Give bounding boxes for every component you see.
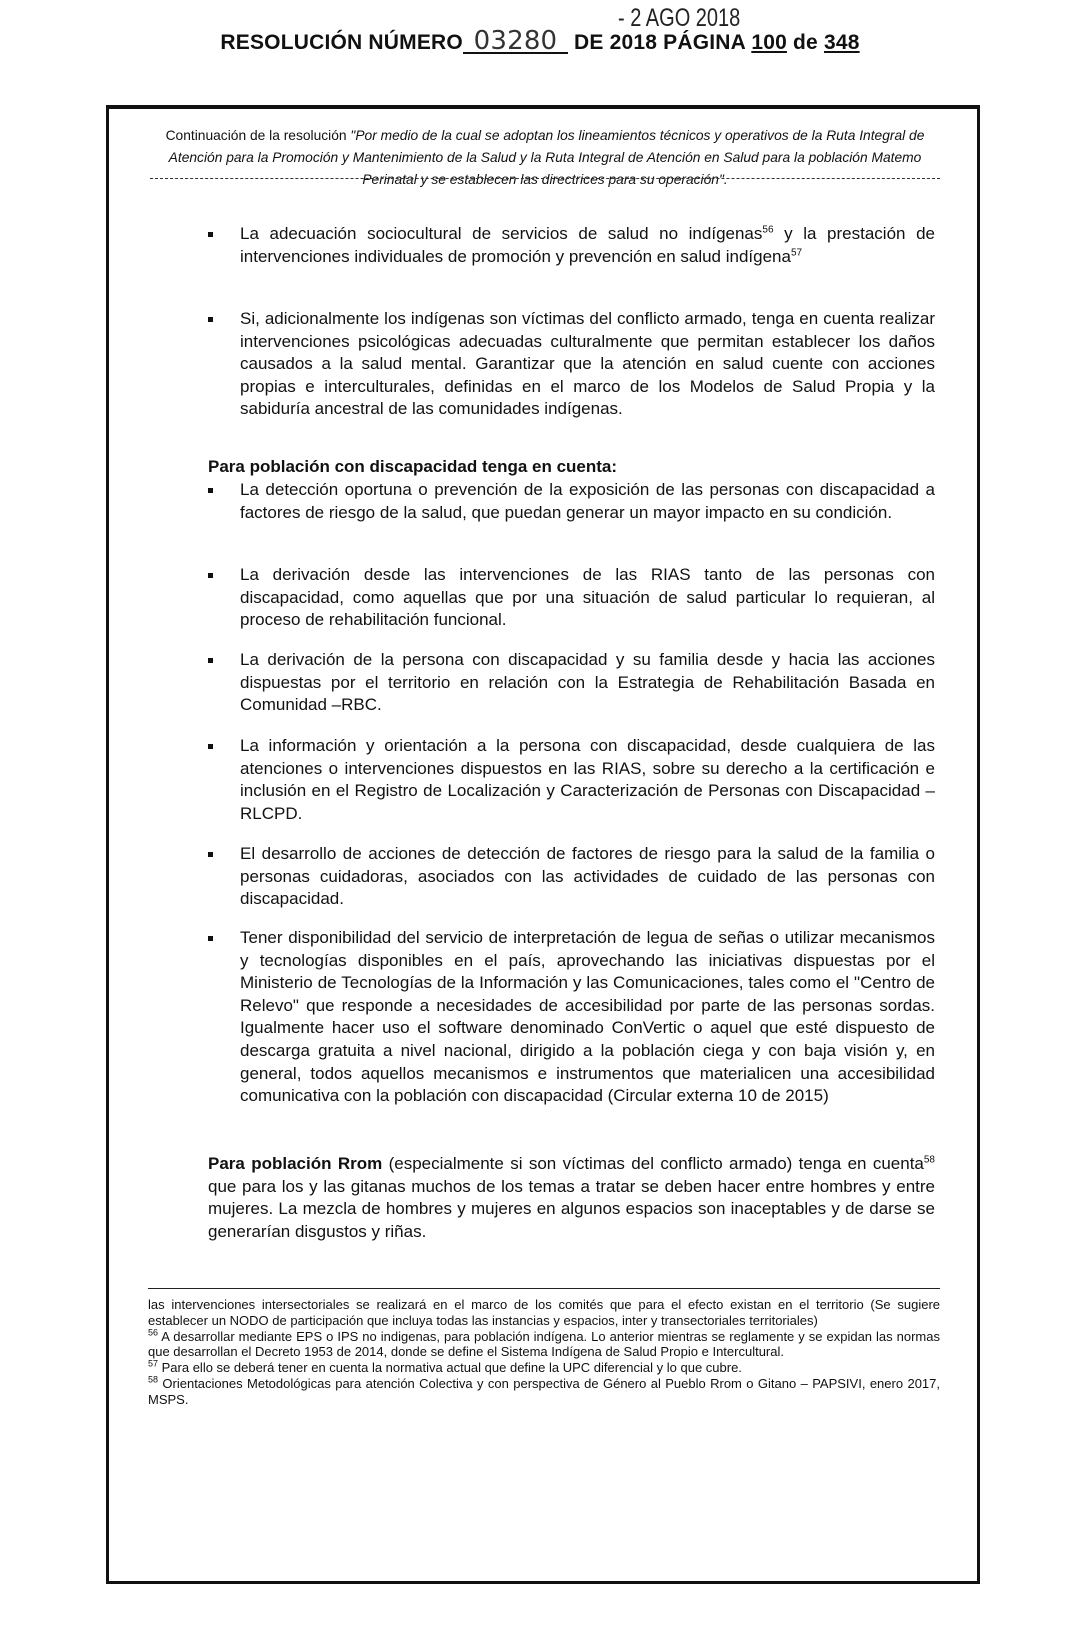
- item-text: La derivación desde las intervenciones de las RIAS tanto de las personas con discapacidad, como aquellas que por una situación de salud particular lo requieran, al proceso de rehabilitación funcional.: [240, 565, 935, 630]
- item-text: Tener disponibilidad del servicio de interpretación de legua de señas o utilizar mecanismos y tecnologías disponibles en el país, aprovechando las iniciativas dispuestas por el Ministerio de Tecnologías de la Información y las Comunicaciones, tales como el "Centro de Relevo" que responde a necesidades de accesibilidad por parte de las personas sordas. Igualmente hacer uso el software denominado ConVertic o aquel que esté dispuesto de descarga gratuita a nivel nacional, dirigido a la población ciega y con baja visión y, en general, todos aquellos mecanismos e instrumentos que materialicen una accesibilidad comunicativa con la población con discapacidad (Circular externa 10 de 2015): [240, 928, 935, 1106]
- footnote-number: 58: [148, 1374, 159, 1385]
- list-item: [208, 479, 935, 524]
- date-stamp: - 2 AGO 2018: [618, 4, 741, 32]
- section-heading: Para población con discapacidad tenga en cuenta:: [208, 457, 618, 476]
- resolution-subtitle: [150, 125, 940, 191]
- page-header: [0, 26, 1080, 56]
- footnote: [148, 1376, 940, 1408]
- item-text: La detección oportuna o prevención de la exposición de las personas con discapacidad a factores de riesgo de la salud, que puedan generar un mayor impacto en su condición.: [240, 480, 935, 522]
- resolution-number: 03280: [463, 30, 568, 54]
- subtitle-italic: "Por medio de la cual se adoptan los lineamientos técnicos y operativos de la Ruta Integral de Atención para la Promoción y Mantenimiento de la Salud y la Ruta Integral de Atención en Salud para la población Matemo Perinatal y se establecen las directrices para su operación".: [168, 128, 925, 187]
- footnote: [148, 1329, 940, 1361]
- list-item: [208, 308, 935, 421]
- item-text: Si, adicionalmente los indígenas son víctimas del conflicto armado, tenga en cuenta realizar intervenciones psicológicas adecuadas culturalmente que permitan establecer los daños causados a la salud mental. Garantizar que la atención en salud cuente con acciones propias e interculturales, definidas en el marco de los Modelos de Salud Propia y la sabiduría ancestral de las comunidades indígenas.: [240, 309, 935, 419]
- bullet-icon: [208, 852, 213, 857]
- rrom-paragraph: [208, 1153, 935, 1243]
- footnote-text: las intervenciones intersectoriales se realizará en el marco de los comités que para el efecto existan en el territorio (Se sugiere establecer un NODO de participación que incluya todas las instancias y espacios, inter y transectoriales territoriales): [148, 1297, 940, 1328]
- list-item: [208, 223, 935, 268]
- page-number: 100: [751, 31, 787, 54]
- bullet-icon: [208, 488, 213, 493]
- header-prefix: RESOLUCIÓN NÚMERO: [220, 31, 463, 54]
- footnote-ref: 57: [790, 246, 803, 258]
- footnote: [148, 1297, 940, 1329]
- list-item: [208, 564, 935, 632]
- subtitle-plain: Continuación de la resolución: [165, 128, 351, 143]
- item-text: La información y orientación a la persona con discapacidad, desde cualquiera de las atenciones o intervenciones dispuestos en las RIAS, sobre su derecho a la certificación e inclusión en el Registro de Localización y Caracterización de Personas con Discapacidad – RLCPD.: [240, 736, 935, 823]
- footnote-divider: [148, 1288, 940, 1289]
- footnote-ref: 58: [923, 1154, 935, 1166]
- footnote-number: 57: [148, 1358, 159, 1369]
- bullet-icon: [208, 658, 213, 663]
- list-item: [208, 735, 935, 825]
- paragraph-text: que para los y las gitanas muchos de los temas a tratar se deben hacer entre hombres y entre mujeres. La mezcla de hombres y mujeres en algunos espacios son inaceptables y de darse se generarían disgustos y riñas.: [208, 1176, 935, 1241]
- footnote-text: A desarrollar mediante EPS o IPS no indigenas, para población indígena. Lo anterior mientras se reglamente y se expidan las normas que desarrollan el Decreto 1953 de 2014, donde se define el Sistema Indígena de Salud Propio e Intercultural.: [148, 1328, 940, 1360]
- footnotes: [148, 1297, 940, 1408]
- list-item: [208, 649, 935, 717]
- item-text: La derivación de la persona con discapacidad y su familia desde y hacia las acciones dispuestas por el territorio en relación con la Estrategia de Rehabilitación Basada en Comunidad –RBC.: [240, 650, 935, 715]
- footnote-text: Para ello se deberá tener en cuenta la normativa actual que define la UPC diferencial y lo que cubre.: [158, 1360, 742, 1376]
- footnote-number: 56: [148, 1327, 159, 1338]
- bullet-icon: [208, 573, 213, 578]
- paragraph-text: (especialmente si son víctimas del conflicto armado) tenga en cuenta: [382, 1154, 924, 1173]
- page-total: 348: [823, 31, 860, 54]
- bullet-icon: [208, 232, 213, 237]
- dashed-divider: [150, 178, 940, 179]
- bullet-icon: [208, 744, 213, 749]
- footnote-ref: 56: [762, 224, 774, 236]
- bullet-icon: [208, 317, 213, 322]
- footnote-text: Orientaciones Metodológicas para atención Colectiva y con perspectiva de Género al Pueblo Rrom o Gitano – PAPSIVI, enero 2017, MSPS.: [148, 1375, 940, 1407]
- item-text: El desarrollo de acciones de detección de factores de riesgo para la salud de la familia o personas cuidadoras, asociados con las actividades de cuidado de las personas con discapacidad.: [240, 844, 935, 909]
- list-item: [208, 843, 935, 911]
- rrom-heading: Para población Rrom: [208, 1154, 383, 1173]
- list-item: [208, 927, 935, 1108]
- item-text: La adecuación sociocultural de servicios de salud no indígenas: [240, 224, 763, 243]
- bullet-icon: [208, 936, 213, 941]
- header-of: de: [793, 31, 818, 54]
- header-mid: DE 2018 PÁGINA: [574, 31, 746, 54]
- item-text: y la prestación de intervenciones individuales de promoción y prevención en salud indígena: [240, 224, 935, 266]
- footnote: [148, 1360, 940, 1376]
